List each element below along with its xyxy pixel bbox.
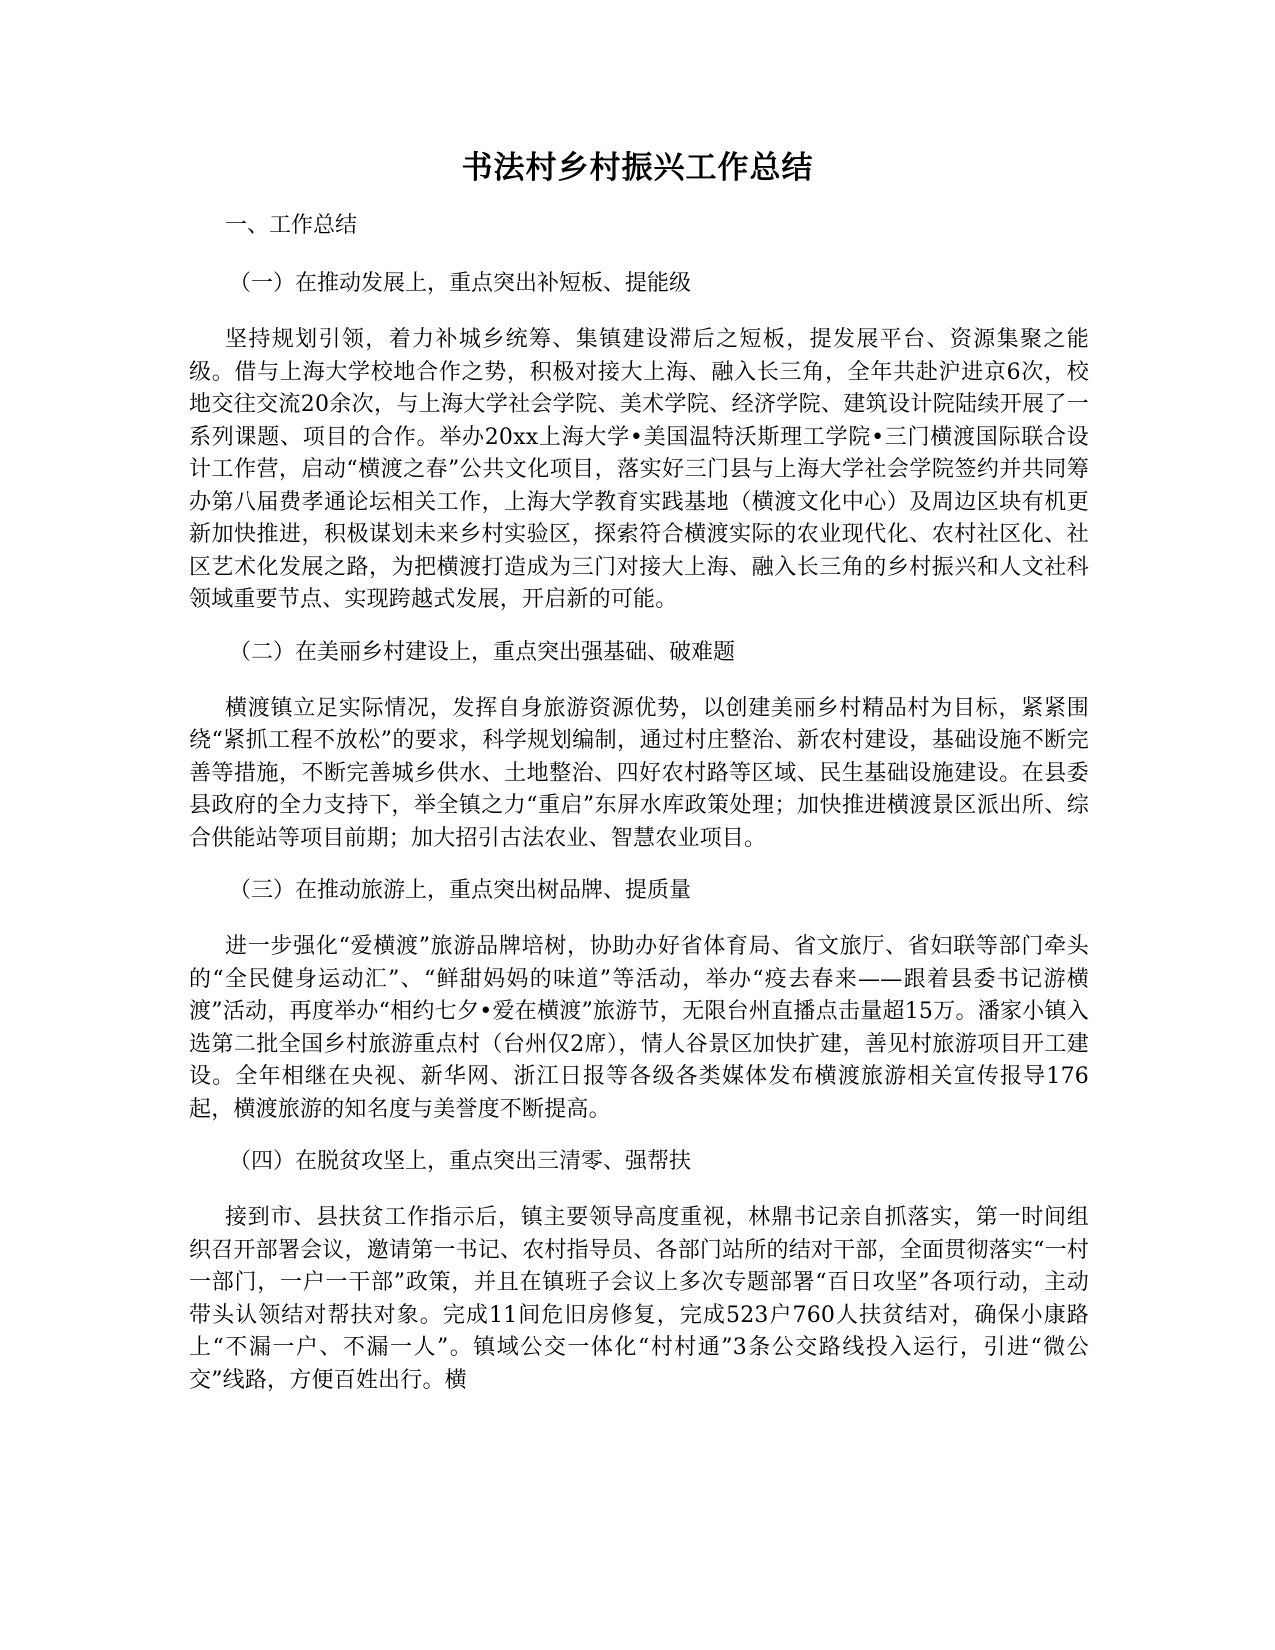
paragraph-3: 进一步强化“爱横渡”旅游品牌培树，协助办好省体育局、省文旅厅、省妇联等部门牵头的“全民健身运动汇”、“鲜甜妈妈的味道”等活动，举办“疫去春来——跟着县委书记游横渡”活动，再度举办“相约七夕•爱在横渡”旅游节，无限台州直播点击量超15万。潘家小镇入选第二批全国乡村旅游重点村（台州仅2席），情人谷景区加快扩建，善见村旅游项目开工建设。全年相继在央视、新华网、浙江日报等各级各类媒体发布横渡旅游相关宣传报导176起，横渡旅游的知名度与美誉度不断提高。 <box>189 934 1089 1122</box>
subsection-heading-2: （二）在美丽乡村建设上，重点突出强基础、破难题 <box>229 639 736 665</box>
paragraph-2: 横渡镇立足实际情况，发挥自身旅游资源优势，以创建美丽乡村精品村为目标，紧紧围绕“紧抓工程不放松”的要求，科学规划编制，通过村庄整治、新农村建设，基础设施不断完善等措施，不断完善城乡供水、土地整治、四好农村路等区域、民生基础设施建设。在县委县政府的全力支持下，举全镇之力“重启”东屏水库政策处理；加快推进横渡景区派出所、综合供能站等项目前期；加大招引古法农业、智慧农业项目。 <box>189 695 1089 851</box>
paragraph-1: 坚持规划引领，着力补城乡统筹、集镇建设滞后之短板，提发展平台、资源集聚之能级。借与上海大学校地合作之势，积极对接大上海、融入长三角，全年共赴沪进京6次，校地交往交流20余次，与上海大学社会学院、美术学院、经济学院、建筑设计院陆续开展了一系列课题、项目的合作。举办20xx上海大学•美国温特沃斯理工学院•三门横渡国际联合设计工作营，启动“横渡之春”公共文化项目，落实好三门县与上海大学社会学院签约并共同筹办第八届费孝通论坛相关工作，上海大学教育实践基地（横渡文化中心）及周边区块有机更新加快推进，积极谋划未来乡村实验区，探索符合横渡实际的农业现代化、农村社区化、社区艺术化发展之路，为把横渡打造成为三门对接大上海、融入长三角的乡村振兴和人文社科领域重要节点、实现跨越式发展，开启新的可能。 <box>189 327 1089 612</box>
document-body <box>189 208 1089 1415</box>
subsection-heading-4: （四）在脱贫攻坚上，重点突出三清零、强帮扶 <box>229 1149 692 1174</box>
subsection-heading-3: （三）在推动旅游上，重点突出树品牌、提质量 <box>229 878 692 903</box>
document-title: 书法村乡村振兴工作总结 <box>461 150 814 186</box>
paragraph-4: 接到市、县扶贫工作指示后，镇主要领导高度重视，林鼎书记亲自抓落实，第一时间组织召开部署会议，邀请第一书记、农村指导员、各部门站所的结对干部，全面贯彻落实“一村一部门，一户一干部”政策，并且在镇班子会议上多次专题部署“百日攻坚”各项行动，主动带头认领结对帮扶对象。完成11间危旧房修复，完成523户760人扶贫结对，确保小康路上“不漏一户、不漏一人”。镇域公交一体化“村村通”3条公交路线投入运行，引进“微公交”线路，方便百姓出行。横 <box>189 1205 1089 1393</box>
section-heading: 一、工作总结 <box>225 213 358 238</box>
subsection-heading-1: （一）在推动发展上，重点突出补短板、提能级 <box>229 271 692 296</box>
